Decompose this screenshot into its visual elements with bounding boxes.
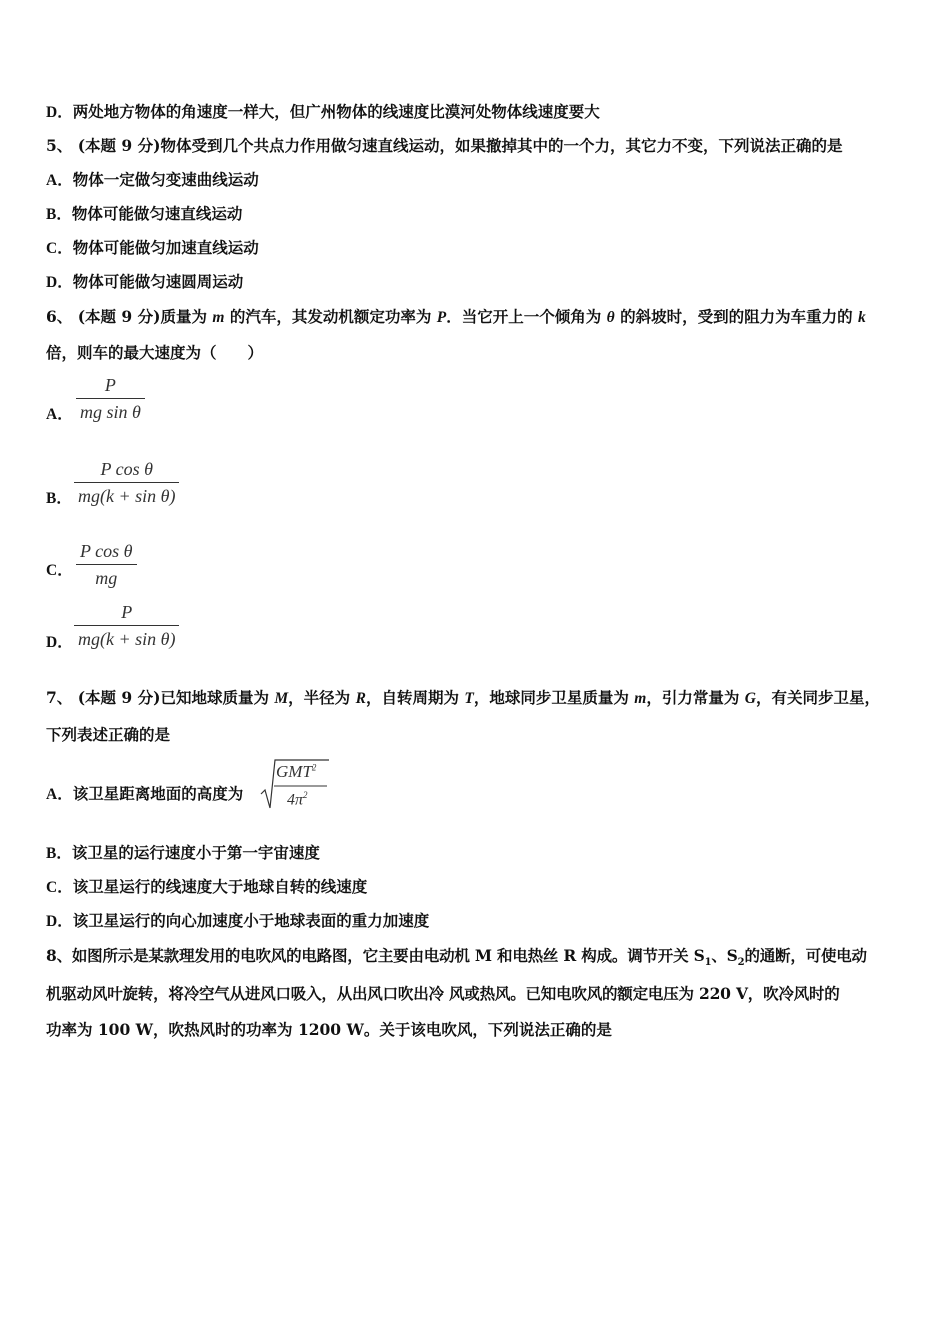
q5-option-b bbox=[46, 204, 910, 225]
var-R: R bbox=[355, 690, 366, 707]
numerator: P cos θ bbox=[80, 541, 133, 561]
stem-part: 已知地球质量为 bbox=[160, 688, 269, 707]
option-label: D． bbox=[46, 104, 73, 121]
question-number: 5、 bbox=[46, 136, 73, 155]
q7-option-a bbox=[46, 784, 910, 805]
q7-option-b bbox=[46, 843, 910, 864]
q5-stem bbox=[46, 136, 910, 156]
var-m: m bbox=[634, 690, 647, 707]
subscript: 1 bbox=[704, 957, 712, 969]
stem-part: 下列表述正确的是 bbox=[46, 725, 171, 744]
numerator: P bbox=[104, 375, 116, 395]
option-label: D． bbox=[46, 274, 73, 291]
option-label: B． bbox=[46, 206, 72, 223]
q5-option-d bbox=[46, 272, 910, 293]
q7-option-a-denominator bbox=[287, 790, 308, 809]
option-label: A． bbox=[46, 786, 73, 803]
stem-part: 、S bbox=[711, 946, 738, 965]
stem-part: 功率为 100 W，吹热风时的功率为 1200 W。关于该电吹风，下列说法正确的是 bbox=[46, 1020, 612, 1039]
stem-part: ，引力常量为 bbox=[646, 688, 740, 707]
option-text: 该卫星运行的线速度大于地球自转的线速度 bbox=[72, 877, 368, 896]
q7-stem bbox=[46, 688, 910, 709]
q6-option-b-fraction bbox=[74, 458, 179, 507]
stem-part: ．当它开上一个倾角为 bbox=[446, 307, 602, 326]
q5-option-c bbox=[46, 238, 910, 259]
question-number: 7、 bbox=[46, 688, 73, 707]
stem-part: 的汽车，其发动机额定功率为 bbox=[229, 307, 432, 326]
q6-option-b-label: B． bbox=[46, 490, 72, 507]
q7-option-a-numerator bbox=[276, 762, 316, 782]
option-label: D． bbox=[46, 913, 73, 930]
var-T: T bbox=[464, 690, 474, 707]
q8-stem-line-3 bbox=[46, 1020, 910, 1040]
q6-stem bbox=[46, 307, 910, 328]
stem-part: 的通断，可使电动 bbox=[744, 946, 867, 965]
option-label: C． bbox=[46, 879, 73, 896]
denominator-exponent: 2 bbox=[303, 790, 308, 800]
var-G: G bbox=[744, 690, 756, 707]
q6-option-a-fraction bbox=[76, 374, 145, 423]
stem-part: 8、如图所示是某款理发用的电吹风的电路图，它主要由电动机 M 和电热丝 R 构成。调节开关 S bbox=[46, 946, 705, 965]
stem-part: ，自转周期为 bbox=[365, 688, 459, 707]
var-theta: θ bbox=[606, 309, 615, 326]
q7-option-c bbox=[46, 877, 910, 898]
q6-option-c-label: C． bbox=[46, 562, 73, 579]
question-header: (本题 9 分) bbox=[77, 307, 161, 326]
q4-option-d bbox=[46, 102, 910, 123]
stem-part: ，有关同步卫星， bbox=[755, 688, 880, 707]
denominator: mg(k + sin θ) bbox=[78, 629, 176, 649]
option-text: 物体可能做匀加速直线运动 bbox=[72, 238, 259, 257]
question-header: (本题 9 分) bbox=[77, 688, 161, 707]
question-number: 6、 bbox=[46, 307, 73, 326]
stem-part: 机驱动风叶旋转，将冷空气从进风口吸入，从出风口吹出冷 风或热风。已知电吹风的额定电压为 220 V，吹冷风时的 bbox=[46, 984, 840, 1003]
option-label: B． bbox=[46, 845, 72, 862]
numerator: P bbox=[121, 602, 133, 622]
stem-part: ，半径为 bbox=[288, 688, 351, 707]
q6-option-c-fraction bbox=[76, 540, 137, 589]
stem-part: ，地球同步卫星质量为 bbox=[473, 688, 629, 707]
denominator: mg sin θ bbox=[80, 402, 141, 422]
q5-option-a bbox=[46, 170, 910, 191]
numerator: P cos θ bbox=[100, 459, 153, 479]
q7-option-d bbox=[46, 911, 910, 932]
denominator: 4π bbox=[287, 791, 304, 809]
stem-part: 质量为 bbox=[160, 307, 207, 326]
q8-stem-line-1 bbox=[46, 946, 910, 973]
denominator: mg bbox=[95, 568, 118, 588]
question-text: 物体受到几个共点力作用做匀速直线运动，如果撤掉其中的一个力，其它力不变，下列说法正确的是 bbox=[160, 136, 843, 155]
q6-option-d-label: D． bbox=[46, 634, 73, 651]
var-m: m bbox=[212, 309, 225, 326]
subscript: 2 bbox=[737, 957, 745, 969]
stem-part: 倍，则车的最大速度为（ ） bbox=[46, 343, 264, 362]
option-text: 两处地方物体的角速度一样大，但广州物体的线速度比漠河处物体线速度要大 bbox=[72, 102, 600, 121]
option-text: 物体一定做匀变速曲线运动 bbox=[72, 170, 259, 189]
var-M: M bbox=[274, 690, 289, 707]
q7-stem-continued bbox=[46, 725, 910, 745]
numerator: GMT bbox=[276, 762, 312, 781]
option-text: 该卫星运行的向心加速度小于地球表面的重力加速度 bbox=[72, 911, 430, 930]
q6-option-a-label: A． bbox=[46, 406, 73, 423]
question-header: (本题 9 分) bbox=[77, 136, 161, 155]
q6-option-d-fraction bbox=[74, 601, 179, 650]
stem-part: 的斜坡时，受到的阻力为车重力的 bbox=[620, 307, 853, 326]
option-text: 该卫星的运行速度小于第一宇宙速度 bbox=[71, 843, 320, 862]
option-label: C． bbox=[46, 240, 73, 257]
var-k: k bbox=[858, 309, 866, 326]
option-text: 该卫星距离地面的高度为 bbox=[72, 784, 244, 803]
q6-stem-continued bbox=[46, 343, 910, 363]
denominator: mg(k + sin θ) bbox=[78, 486, 176, 506]
option-text: 物体可能做匀速直线运动 bbox=[71, 204, 243, 223]
var-p: P bbox=[436, 309, 447, 326]
q8-stem-line-2 bbox=[46, 984, 910, 1004]
option-text: 物体可能做匀速圆周运动 bbox=[72, 272, 244, 291]
numerator-exponent: 2 bbox=[311, 762, 317, 773]
option-label: A． bbox=[46, 172, 73, 189]
